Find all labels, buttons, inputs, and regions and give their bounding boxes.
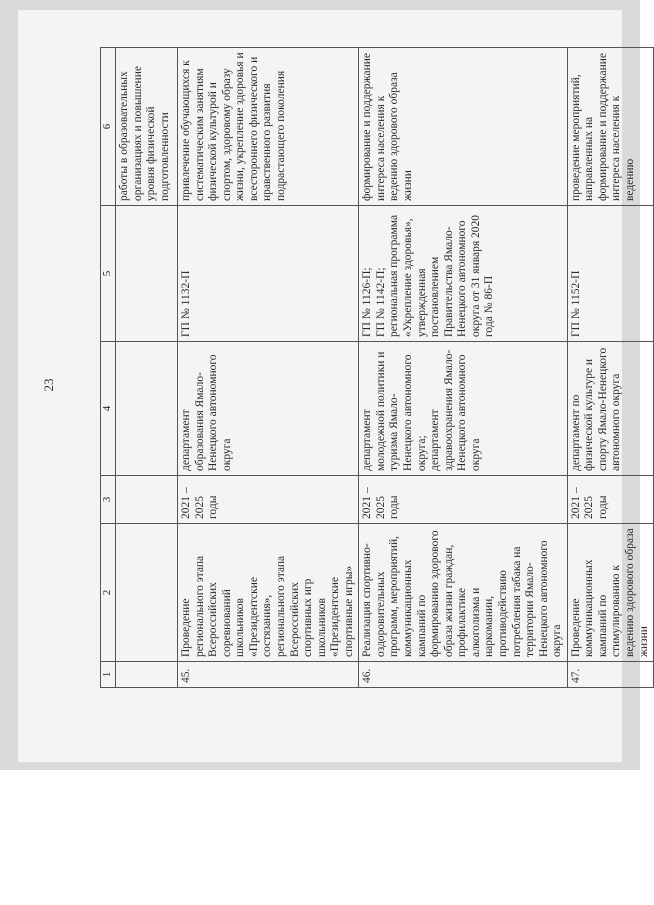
event-cell: Реализация спортивно-оздоровительных программ, мероприятий, коммуникационных кампаний по формированию здорового образа жизни граждан, профилактике алкоголизма и наркомании, противодействию потребления табака на территории Ямало-Ненецкого автономного округа (359, 524, 567, 662)
header-cell: 2 (101, 524, 116, 662)
header-cell: 6 (101, 48, 116, 206)
measures-table (100, 47, 654, 688)
basis-cell: ГП № 1132-П (178, 206, 359, 342)
row-number: 47. (567, 662, 653, 688)
table-row (567, 48, 653, 688)
period-cell: 2021 – 2025 годы (178, 476, 359, 524)
continuation-result-cell: работы в образовательных организациях и повышение уровня физической подготовленности (116, 48, 178, 206)
table-row (178, 48, 359, 688)
header-cell: 3 (101, 476, 116, 524)
continuation-row (116, 48, 178, 688)
table-row (359, 48, 567, 688)
header-cell: 1 (101, 662, 116, 688)
executor-cell: департамент образования Ямало-Ненецкого автономного округа (178, 342, 359, 476)
rotated-table-container (100, 48, 650, 688)
result-cell: проведение мероприятий, направленных на формирование и поддержание интереса населения к ведению (567, 48, 653, 206)
header-cell: 5 (101, 206, 116, 342)
event-cell: Проведение коммуникационных кампаний по стимулированию к ведению здорового образа жизни (567, 524, 653, 662)
basis-cell: ГП № 1126-П; ГП № 1142-П; региональная программа «Укрепление здоровья», утвержденная постановлением Правительства Ямало-Ненецкого автономного округа от 31 января 2020 года № 86-П (359, 206, 567, 342)
row-number: 45. (178, 662, 359, 688)
executor-cell: департамент молодежной политики и туризма Ямало-Ненецкого автономного округа; департамент здравоохранения Ямало-Ненецкого автономного округа (359, 342, 567, 476)
page-number: 23 (41, 378, 56, 392)
period-cell: 2021 – 2025 годы (359, 476, 567, 524)
result-cell: привлечение обучающихся к систематическим занятиям физической культурой и спортом, здоровому образу жизни, укрепление здоровья и всестороннего физического и нравственного развития подрастающего поколения (178, 48, 359, 206)
row-number: 46. (359, 662, 567, 688)
executor-cell: департамент по физической культуре и спорту Ямало-Ненецкого автономного округа (567, 342, 653, 476)
result-cell: формирование и поддержание интереса населения к ведению здорового образа жизни (359, 48, 567, 206)
table-header-row (101, 48, 116, 688)
basis-cell: ГП № 1152-П (567, 206, 653, 342)
event-cell: Проведение регионального этапа Всероссийских соревнований школьников «Президентские состязания», регионального этапа Всероссийских спортивных игр школьников «Президентские спортивные игры» (178, 524, 359, 662)
period-cell: 2021 – 2025 годы (567, 476, 653, 524)
header-cell: 4 (101, 342, 116, 476)
